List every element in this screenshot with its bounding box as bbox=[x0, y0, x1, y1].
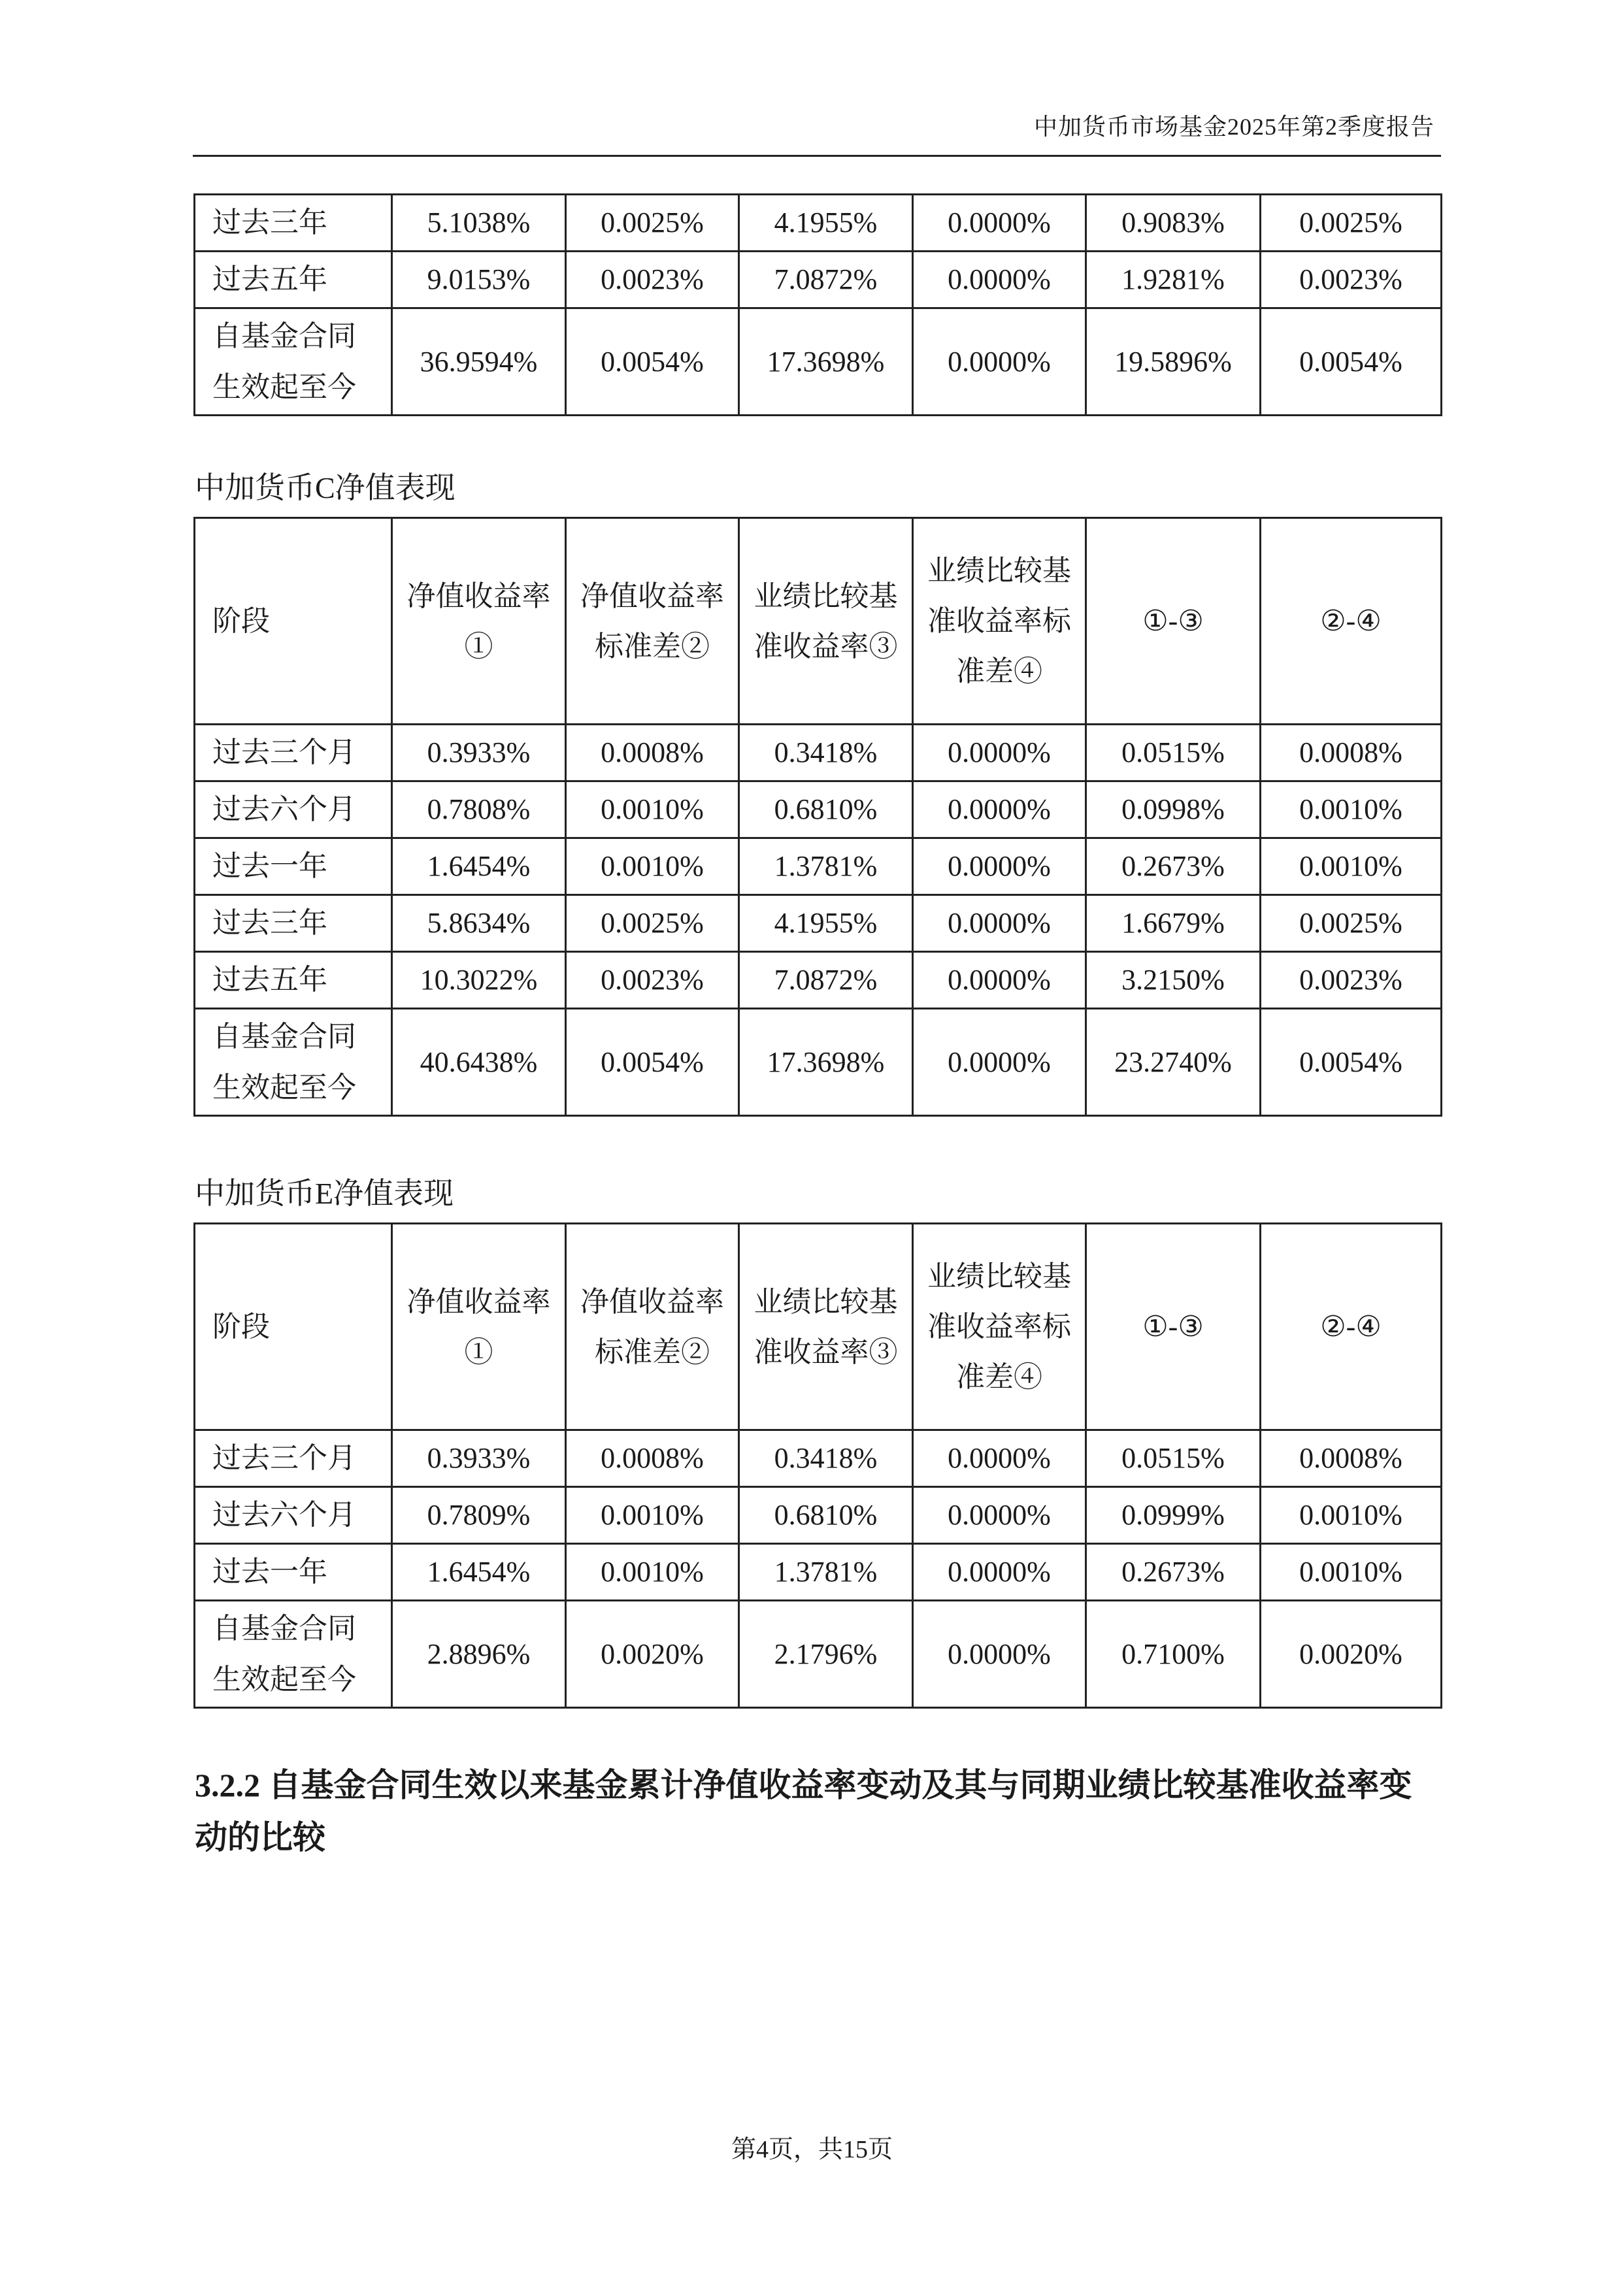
value-cell: 40.6438% bbox=[392, 1009, 566, 1116]
value-cell: 0.0000% bbox=[913, 781, 1086, 838]
value-cell: 7.0872% bbox=[739, 952, 913, 1009]
row-label-cell: 自基金合同生效起至今 bbox=[195, 308, 392, 416]
value-cell: 7.0872% bbox=[739, 252, 913, 308]
value-cell: 1.6679% bbox=[1086, 895, 1261, 952]
row-label-cell: 过去五年 bbox=[195, 252, 392, 308]
table-row bbox=[195, 308, 1442, 416]
column-header: 业绩比较基准收益率标准差④ bbox=[913, 518, 1086, 725]
value-cell: 0.0010% bbox=[1261, 781, 1442, 838]
value-cell: 3.2150% bbox=[1086, 952, 1261, 1009]
value-cell: 0.0008% bbox=[566, 1430, 739, 1487]
value-cell: 0.0010% bbox=[566, 1487, 739, 1544]
value-cell: 0.0010% bbox=[1261, 1487, 1442, 1544]
value-cell: 0.6810% bbox=[739, 1487, 913, 1544]
value-cell: 0.0010% bbox=[566, 838, 739, 895]
value-cell: 0.0010% bbox=[1261, 838, 1442, 895]
table-row bbox=[195, 952, 1442, 1009]
table-row bbox=[195, 1487, 1442, 1544]
value-cell: 0.0020% bbox=[1261, 1601, 1442, 1708]
column-header: 业绩比较基准收益率③ bbox=[739, 1224, 913, 1430]
performance-table-continued bbox=[193, 193, 1442, 416]
value-cell: 0.3418% bbox=[739, 725, 913, 781]
value-cell: 2.8896% bbox=[392, 1601, 566, 1708]
value-cell: 0.0000% bbox=[913, 308, 1086, 416]
row-label-cell: 过去一年 bbox=[195, 838, 392, 895]
value-cell: 0.0023% bbox=[1261, 952, 1442, 1009]
report-header-title: 中加货币市场基金2025年第2季度报告 bbox=[1033, 114, 1434, 140]
value-cell: 0.0054% bbox=[566, 308, 739, 416]
value-cell: 0.7808% bbox=[392, 781, 566, 838]
value-cell: 4.1955% bbox=[739, 895, 913, 952]
value-cell: 0.0054% bbox=[566, 1009, 739, 1116]
value-cell: 17.3698% bbox=[739, 308, 913, 416]
value-cell: 0.0000% bbox=[913, 1487, 1086, 1544]
value-cell: 1.6454% bbox=[392, 838, 566, 895]
value-cell: 19.5896% bbox=[1086, 308, 1261, 416]
value-cell: 0.0025% bbox=[566, 195, 739, 252]
column-header: 净值收益率标准差② bbox=[566, 1224, 739, 1430]
value-cell: 0.0010% bbox=[566, 781, 739, 838]
table-row bbox=[195, 1601, 1442, 1708]
column-header-stage: 阶段 bbox=[195, 518, 392, 725]
row-label-cell: 过去三个月 bbox=[195, 1430, 392, 1487]
value-cell: 0.0025% bbox=[1261, 195, 1442, 252]
value-cell: 0.0010% bbox=[1261, 1544, 1442, 1601]
value-cell: 0.0008% bbox=[1261, 725, 1442, 781]
value-cell: 0.0999% bbox=[1086, 1487, 1261, 1544]
table-row bbox=[195, 1009, 1442, 1116]
value-cell: 5.8634% bbox=[392, 895, 566, 952]
value-cell: 5.1038% bbox=[392, 195, 566, 252]
column-header: 业绩比较基准收益率③ bbox=[739, 518, 913, 725]
table-row bbox=[195, 252, 1442, 308]
value-cell: 36.9594% bbox=[392, 308, 566, 416]
column-header: 净值收益率标准差② bbox=[566, 518, 739, 725]
column-header: ①-③ bbox=[1086, 518, 1261, 725]
row-label-cell: 过去三个月 bbox=[195, 725, 392, 781]
value-cell: 0.0023% bbox=[1261, 252, 1442, 308]
header-divider bbox=[193, 155, 1441, 157]
column-header: 净值收益率① bbox=[392, 1224, 566, 1430]
section-title-class-c: 中加货币C净值表现 bbox=[195, 471, 456, 504]
page-number: 第4页，共15页 bbox=[731, 2136, 893, 2163]
value-cell: 0.3933% bbox=[392, 725, 566, 781]
row-label-cell: 过去五年 bbox=[195, 952, 392, 1009]
table-row bbox=[195, 195, 1442, 252]
column-header: 业绩比较基准收益率标准差④ bbox=[913, 1224, 1086, 1430]
value-cell: 1.3781% bbox=[739, 838, 913, 895]
value-cell: 0.0000% bbox=[913, 1601, 1086, 1708]
value-cell: 0.0008% bbox=[566, 725, 739, 781]
row-label-cell: 过去三年 bbox=[195, 895, 392, 952]
value-cell: 0.3418% bbox=[739, 1430, 913, 1487]
value-cell: 0.0025% bbox=[1261, 895, 1442, 952]
column-header: 净值收益率① bbox=[392, 518, 566, 725]
performance-table-class-e bbox=[193, 1222, 1442, 1709]
value-cell: 0.0515% bbox=[1086, 725, 1261, 781]
value-cell: 0.0000% bbox=[913, 952, 1086, 1009]
table-row bbox=[195, 1430, 1442, 1487]
value-cell: 0.6810% bbox=[739, 781, 913, 838]
value-cell: 0.0000% bbox=[913, 838, 1086, 895]
column-header: ②-④ bbox=[1261, 1224, 1442, 1430]
value-cell: 0.0000% bbox=[913, 1009, 1086, 1116]
value-cell: 0.0023% bbox=[566, 252, 739, 308]
value-cell: 0.2673% bbox=[1086, 1544, 1261, 1601]
table-row bbox=[195, 781, 1442, 838]
row-label-cell: 过去六个月 bbox=[195, 1487, 392, 1544]
value-cell: 0.0010% bbox=[566, 1544, 739, 1601]
value-cell: 0.7100% bbox=[1086, 1601, 1261, 1708]
column-header-stage: 阶段 bbox=[195, 1224, 392, 1430]
value-cell: 0.0515% bbox=[1086, 1430, 1261, 1487]
value-cell: 0.0000% bbox=[913, 1430, 1086, 1487]
value-cell: 0.0025% bbox=[566, 895, 739, 952]
section-subheading: 3.2.2 自基金合同生效以来基金累计净值收益率变动及其与同期业绩比较基准收益率变动的比较 bbox=[195, 1767, 1412, 1856]
value-cell: 0.9083% bbox=[1086, 195, 1261, 252]
value-cell: 17.3698% bbox=[739, 1009, 913, 1116]
table-row bbox=[195, 1544, 1442, 1601]
value-cell: 2.1796% bbox=[739, 1601, 913, 1708]
section-title-class-e: 中加货币E净值表现 bbox=[195, 1177, 454, 1210]
value-cell: 0.0000% bbox=[913, 895, 1086, 952]
value-cell: 9.0153% bbox=[392, 252, 566, 308]
table-row bbox=[195, 725, 1442, 781]
value-cell: 1.6454% bbox=[392, 1544, 566, 1601]
value-cell: 1.3781% bbox=[739, 1544, 913, 1601]
row-label-cell: 自基金合同生效起至今 bbox=[195, 1601, 392, 1708]
table-row bbox=[195, 838, 1442, 895]
value-cell: 0.0000% bbox=[913, 195, 1086, 252]
value-cell: 0.7809% bbox=[392, 1487, 566, 1544]
table-header-row bbox=[195, 1224, 1442, 1430]
value-cell: 0.2673% bbox=[1086, 838, 1261, 895]
value-cell: 0.0023% bbox=[566, 952, 739, 1009]
table-header-row bbox=[195, 518, 1442, 725]
value-cell: 23.2740% bbox=[1086, 1009, 1261, 1116]
table-row bbox=[195, 895, 1442, 952]
row-label-cell: 自基金合同生效起至今 bbox=[195, 1009, 392, 1116]
value-cell: 0.0020% bbox=[566, 1601, 739, 1708]
value-cell: 0.0000% bbox=[913, 252, 1086, 308]
value-cell: 0.0000% bbox=[913, 725, 1086, 781]
value-cell: 0.0000% bbox=[913, 1544, 1086, 1601]
value-cell: 0.0054% bbox=[1261, 1009, 1442, 1116]
row-label-cell: 过去三年 bbox=[195, 195, 392, 252]
row-label-cell: 过去一年 bbox=[195, 1544, 392, 1601]
value-cell: 0.3933% bbox=[392, 1430, 566, 1487]
value-cell: 1.9281% bbox=[1086, 252, 1261, 308]
column-header: ①-③ bbox=[1086, 1224, 1261, 1430]
column-header: ②-④ bbox=[1261, 518, 1442, 725]
value-cell: 0.0998% bbox=[1086, 781, 1261, 838]
value-cell: 4.1955% bbox=[739, 195, 913, 252]
value-cell: 0.0054% bbox=[1261, 308, 1442, 416]
performance-table-class-c bbox=[193, 517, 1442, 1117]
value-cell: 0.0008% bbox=[1261, 1430, 1442, 1487]
value-cell: 10.3022% bbox=[392, 952, 566, 1009]
row-label-cell: 过去六个月 bbox=[195, 781, 392, 838]
